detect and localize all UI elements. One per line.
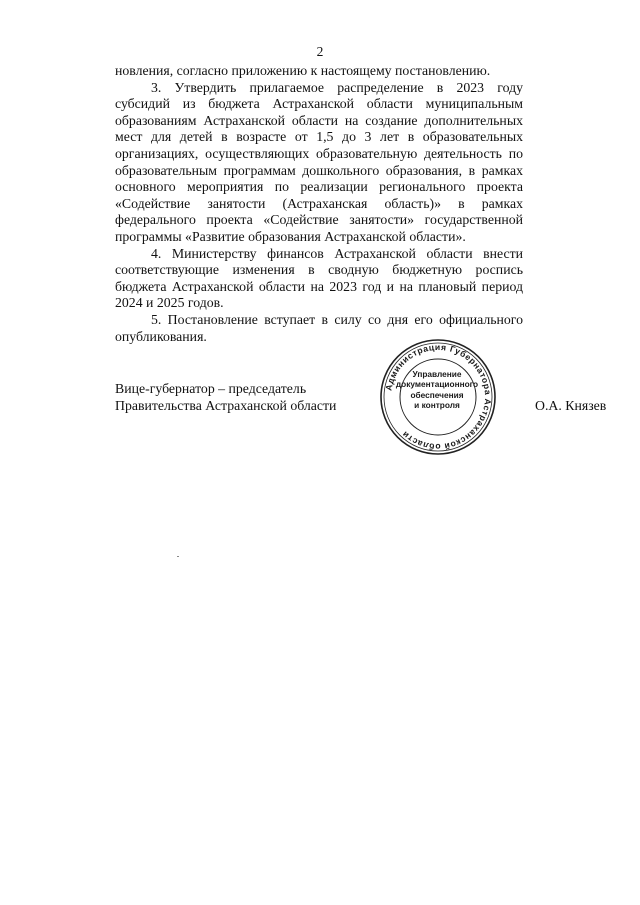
seal-center-line-4: и контроля bbox=[414, 400, 460, 411]
paragraph-3: 3. Утвердить прилагаемое распределение в 2023 году субсидий из бюджета Астраханской области муниципальным образованиям Астраханской области на создание дополнительных мест для детей в возрасте от 1,5 до 3 лет в образовательных организациях, осуществляющих образовательную деятельность по образовательным программам дошкольного образования, в рамках основного мероприятия по реализации регионального проекта «Содействие занятости (Астраханская область)» в рамках федерального проекта «Содействие занятости» государственной программы «Развитие образования Астраханской области». bbox=[115, 79, 523, 244]
paragraph-5: 5. Постановление вступает в силу со дня его официального опубликования. bbox=[115, 311, 523, 344]
paragraph-4: 4. Министерству финансов Астраханской области внести соответствующие изменения в сводную бюджетную роспись бюджета Астраханской области на 2023 год и на плановый период 2024 и 2025 годов. bbox=[115, 245, 523, 311]
seal-center-line-3: обеспечения bbox=[410, 389, 464, 400]
signatory-title-line-2: Правительства Астраханской области bbox=[115, 397, 337, 413]
seal-center-line-2: документационного bbox=[395, 379, 479, 390]
paragraph-continuation: новления, согласно приложению к настоящему постановлению. bbox=[115, 63, 491, 78]
signatory-title-line-1: Вице-губернатор – председатель bbox=[115, 381, 307, 396]
page-number: 2 bbox=[316, 44, 324, 59]
document-body bbox=[115, 63, 523, 345]
seal-ring-text: Администрация Губернатора Астраханской области bbox=[383, 341, 494, 453]
seal-center-line-1: Управление bbox=[412, 369, 462, 379]
signatory-name: О.А. Князев bbox=[535, 398, 607, 413]
scan-artifact bbox=[177, 556, 179, 557]
seal-center-text bbox=[388, 369, 486, 411]
signatory-title bbox=[115, 381, 336, 414]
